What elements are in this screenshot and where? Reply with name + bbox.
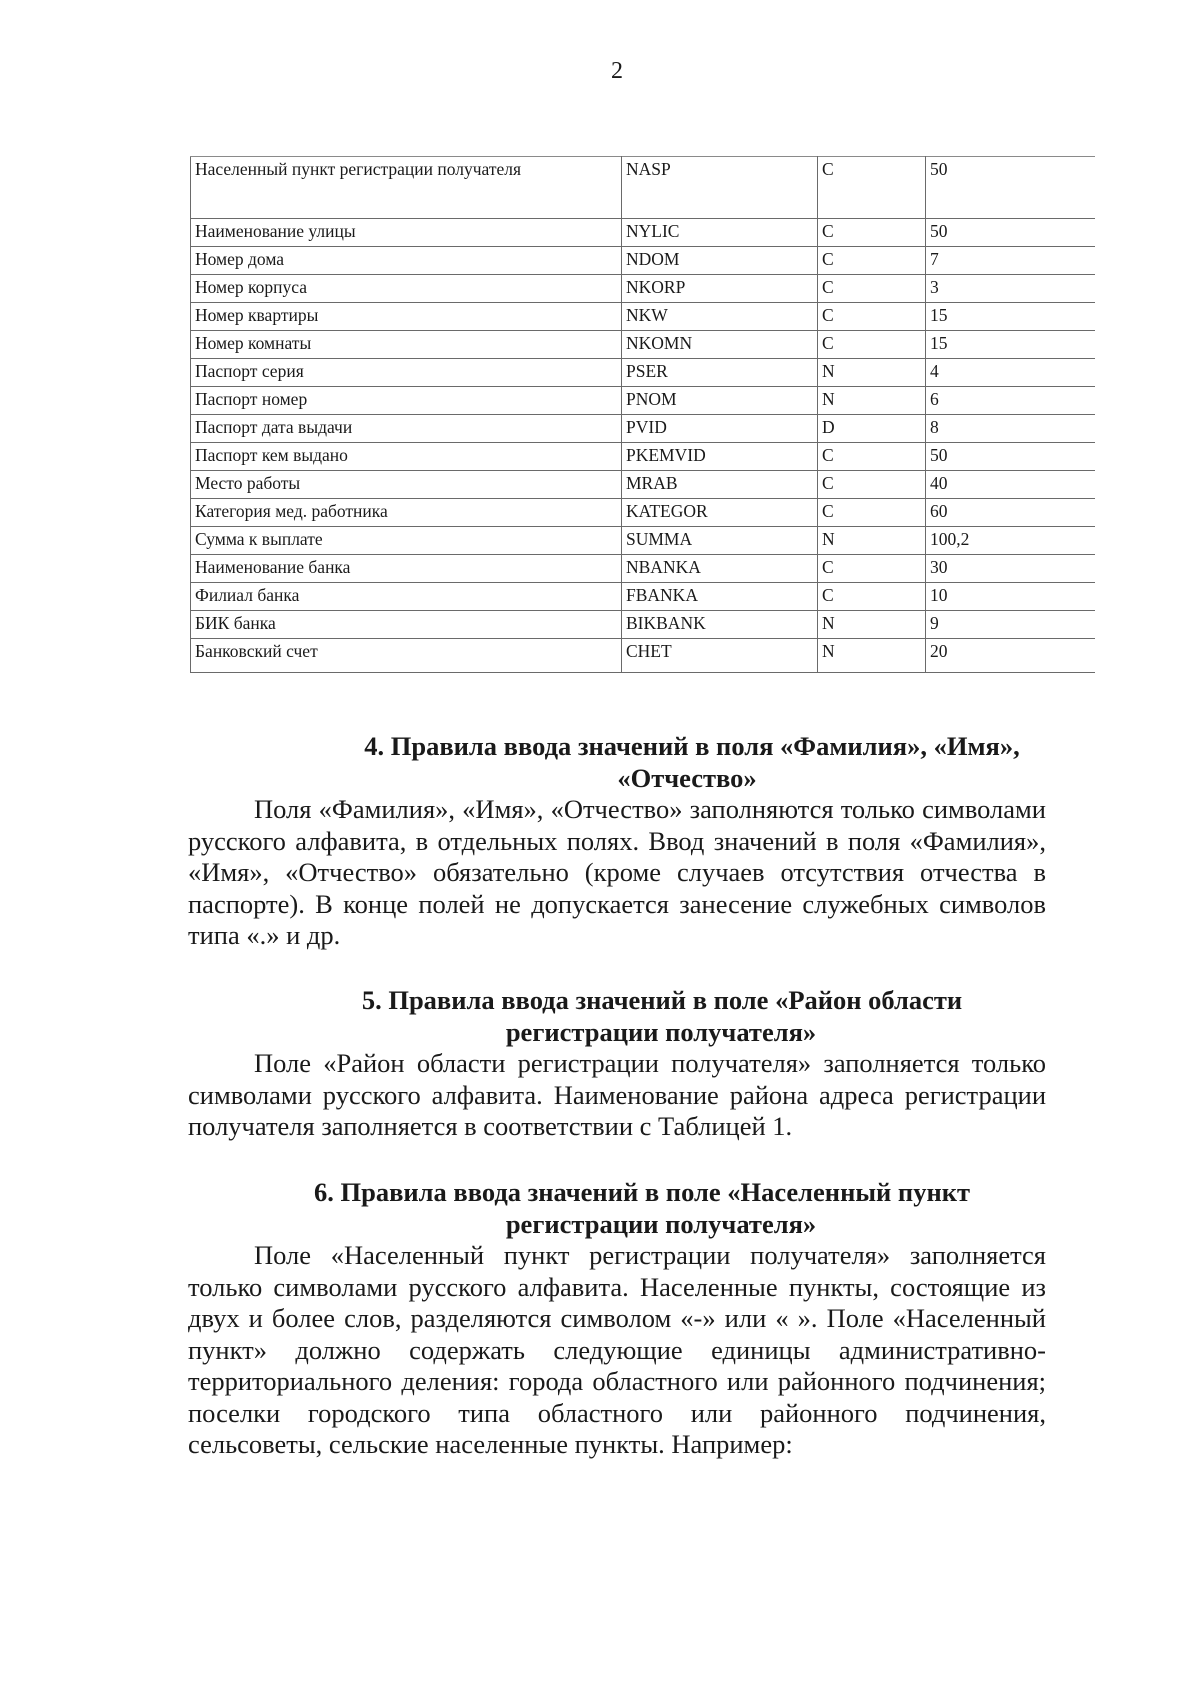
field-type-cell: C — [818, 583, 926, 611]
field-name-cell: Номер корпуса — [191, 275, 622, 303]
field-type-cell: N — [818, 527, 926, 555]
field-name-cell: Номер комнаты — [191, 331, 622, 359]
field-code-cell: MRAB — [622, 471, 818, 499]
field-name-cell: Населенный пункт регистрации получателя — [191, 157, 622, 219]
section-body: Поле «Район области регистрации получателя» заполняется только символами русского алфавита. Наименование района адреса регистрации получателя заполняется в соответствии с Таблицей 1. — [188, 1048, 1046, 1141]
table-row — [191, 583, 1096, 611]
field-type-cell: C — [818, 157, 926, 219]
table-row — [191, 331, 1096, 359]
field-name-cell: Номер квартиры — [191, 303, 622, 331]
field-type-cell: D — [818, 415, 926, 443]
section-6 — [188, 1176, 1046, 1461]
field-type-cell: N — [818, 387, 926, 415]
section-title — [188, 984, 1046, 1048]
field-size-cell: 3 — [926, 275, 1096, 303]
field-code-cell: SUMMA — [622, 527, 818, 555]
field-name-cell: Место работы — [191, 471, 622, 499]
table-row — [191, 555, 1096, 583]
field-size-cell: 60 — [926, 499, 1096, 527]
field-name-cell: Филиал банка — [191, 583, 622, 611]
field-code-cell: PNOM — [622, 387, 818, 415]
field-size-cell: 9 — [926, 611, 1096, 639]
field-size-cell: 50 — [926, 219, 1096, 247]
page-number: 2 — [611, 58, 623, 84]
section-title — [188, 730, 1046, 794]
field-name-cell: Паспорт номер — [191, 387, 622, 415]
field-code-cell: CHET — [622, 639, 818, 673]
field-size-cell: 7 — [926, 247, 1096, 275]
section-title — [188, 1176, 1046, 1240]
field-size-cell: 4 — [926, 359, 1096, 387]
fields-table — [190, 156, 1095, 673]
field-code-cell: PSER — [622, 359, 818, 387]
table-row — [191, 443, 1096, 471]
field-code-cell: FBANKA — [622, 583, 818, 611]
field-size-cell: 8 — [926, 415, 1096, 443]
field-code-cell: NKOMN — [622, 331, 818, 359]
field-type-cell: C — [818, 471, 926, 499]
field-size-cell: 15 — [926, 331, 1096, 359]
field-size-cell: 6 — [926, 387, 1096, 415]
field-type-cell: N — [818, 639, 926, 673]
field-code-cell: NYLIC — [622, 219, 818, 247]
field-type-cell: C — [818, 303, 926, 331]
field-code-cell: NASP — [622, 157, 818, 219]
field-type-cell: C — [818, 555, 926, 583]
section-body: Поле «Населенный пункт регистрации получателя» заполняется только символами русского алфавита. Населенные пункты, состоящие из двух и более слов, разделяются символом «-» или « ». Поле «Населенный пункт» должно содержать следующие единицы административно-территориального деления: города областного или районного подчинения; поселки городского типа областного или районного подчинения, сельсоветы, сельские населенные пункты. Например: — [188, 1240, 1046, 1459]
table-row — [191, 157, 1096, 219]
fields-table-body — [191, 157, 1096, 673]
field-type-cell: C — [818, 499, 926, 527]
field-code-cell: NBANKA — [622, 555, 818, 583]
field-size-cell: 50 — [926, 443, 1096, 471]
section-title-line: 6. Правила ввода значений в поле «Населенный пункт — [313, 1177, 971, 1207]
field-name-cell: Категория мед. работника — [191, 499, 622, 527]
table-row — [191, 359, 1096, 387]
field-size-cell: 15 — [926, 303, 1096, 331]
table-row — [191, 219, 1096, 247]
field-size-cell: 50 — [926, 157, 1096, 219]
table-row — [191, 303, 1096, 331]
field-name-cell: БИК банка — [191, 611, 622, 639]
field-type-cell: N — [818, 611, 926, 639]
field-type-cell: C — [818, 247, 926, 275]
section-title-line: регистрации получателя» — [505, 1209, 817, 1239]
field-name-cell: Номер дома — [191, 247, 622, 275]
field-name-cell: Сумма к выплате — [191, 527, 622, 555]
field-code-cell: BIKBANK — [622, 611, 818, 639]
field-code-cell: NKW — [622, 303, 818, 331]
table-row — [191, 247, 1096, 275]
table-row — [191, 471, 1096, 499]
field-name-cell: Паспорт кем выдано — [191, 443, 622, 471]
table-row — [191, 415, 1096, 443]
field-code-cell: NKORP — [622, 275, 818, 303]
table-row — [191, 387, 1096, 415]
field-name-cell: Наименование банка — [191, 555, 622, 583]
field-size-cell: 40 — [926, 471, 1096, 499]
field-name-cell: Банковский счет — [191, 639, 622, 673]
table-row — [191, 499, 1096, 527]
field-name-cell: Паспорт серия — [191, 359, 622, 387]
field-type-cell: C — [818, 219, 926, 247]
field-code-cell: NDOM — [622, 247, 818, 275]
section-title-line: 4. Правила ввода значений в поля «Фамилия», «Имя», — [364, 731, 1020, 761]
field-name-cell: Паспорт дата выдачи — [191, 415, 622, 443]
field-code-cell: PVID — [622, 415, 818, 443]
field-type-cell: C — [818, 443, 926, 471]
field-code-cell: PKEMVID — [622, 443, 818, 471]
table-row — [191, 527, 1096, 555]
field-size-cell: 20 — [926, 639, 1096, 673]
section-5 — [188, 984, 1046, 1143]
section-title-line: регистрации получателя» — [505, 1017, 817, 1047]
field-type-cell: N — [818, 359, 926, 387]
field-type-cell: C — [818, 331, 926, 359]
field-name-cell: Наименование улицы — [191, 219, 622, 247]
field-code-cell: KATEGOR — [622, 499, 818, 527]
section-title-line: 5. Правила ввода значений в поле «Район области — [361, 985, 963, 1015]
field-size-cell: 100,2 — [926, 527, 1096, 555]
table-row — [191, 611, 1096, 639]
section-title-line: «Отчество» — [617, 763, 757, 793]
section-4 — [188, 730, 1046, 952]
section-body: Поля «Фамилия», «Имя», «Отчество» заполняются только символами русского алфавита, в отдельных полях. Ввод значений в поля «Фамилия», «Имя», «Отчество» обязательно (кроме случаев отсутствия отчества в паспорте). В конце полей не допускается занесение служебных символов типа «.» и др. — [188, 794, 1046, 950]
field-size-cell: 10 — [926, 583, 1096, 611]
field-type-cell: C — [818, 275, 926, 303]
table-row — [191, 275, 1096, 303]
table-row — [191, 639, 1096, 673]
field-size-cell: 30 — [926, 555, 1096, 583]
